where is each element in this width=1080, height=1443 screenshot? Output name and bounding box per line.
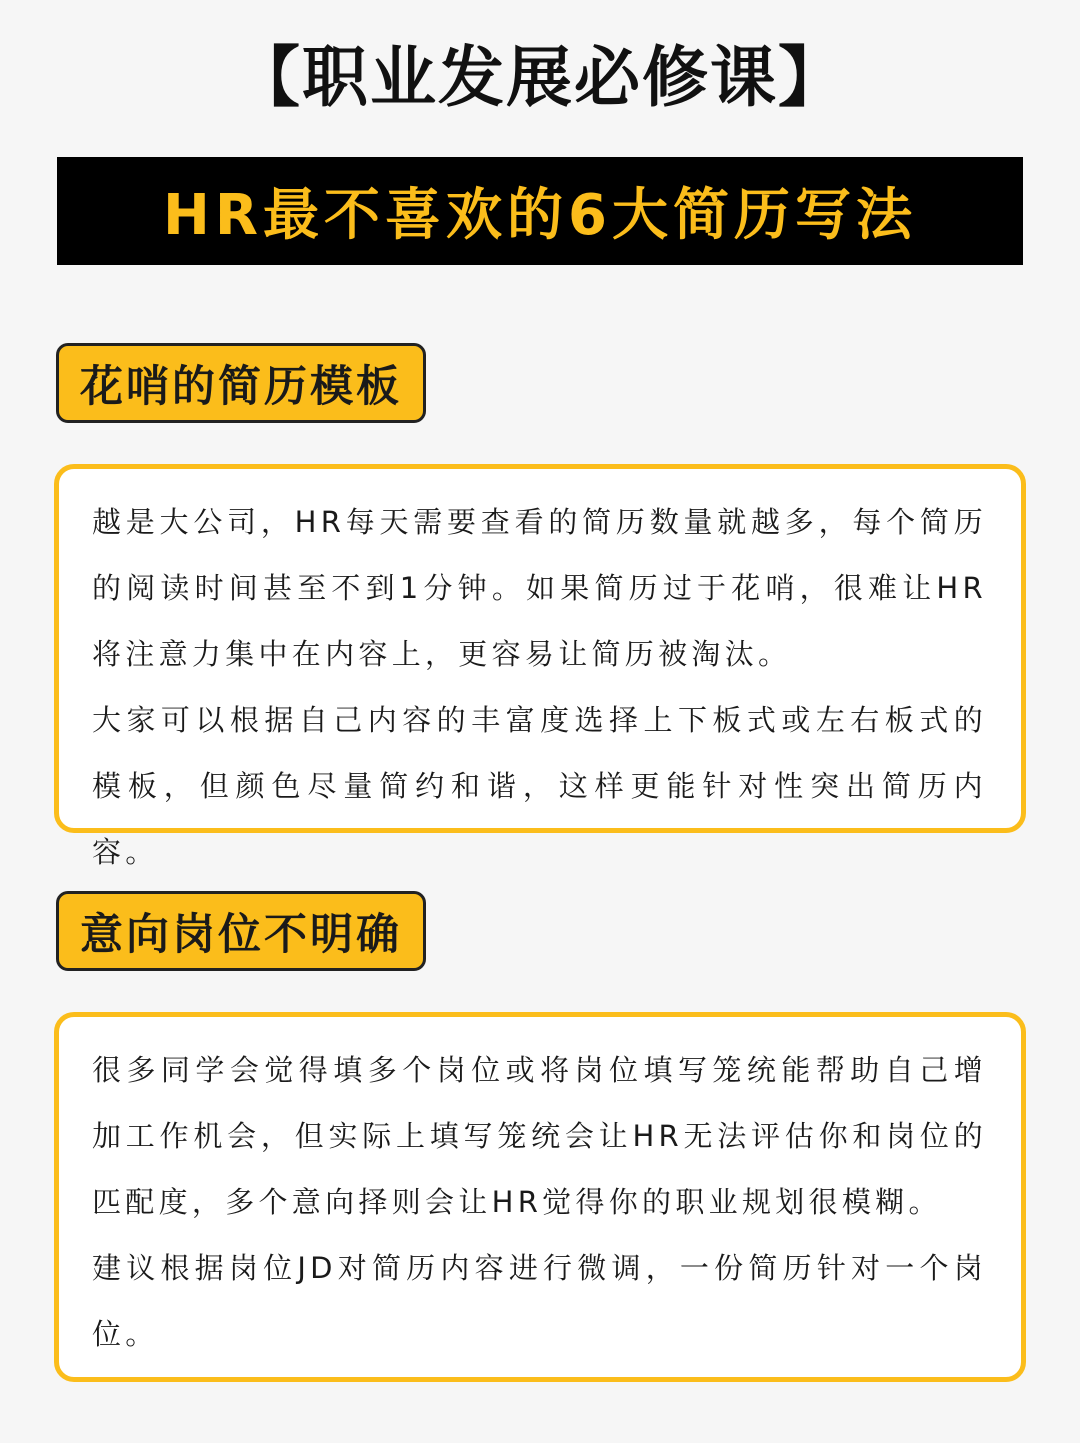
page-title: 【职业发展必修课】 (234, 39, 846, 116)
card-paragraph: 很多同学会觉得填多个岗位或将岗位填写笼统能帮助自己增加工作机会，但实际上填写笼统会让HR无法评估你和岗位的匹配度，多个意向择则会让HR觉得你的职业规划很模糊。 (92, 1053, 987, 1219)
content-card-unclear-position (54, 1012, 1026, 1382)
card-paragraph: 大家可以根据自己内容的丰富度选择上下板式或左右板式的模板，但颜色尽量简约和谐，这样更能针对性突出简历内容。 (92, 703, 987, 869)
card-paragraph: 建议根据岗位JD对简历内容进行微调，一份简历针对一个岗位。 (92, 1251, 987, 1351)
section-tag-label: 意向岗位不明确 (80, 909, 402, 960)
section-tag-unclear-position (56, 891, 426, 971)
card-paragraph: 越是大公司，HR每天需要查看的简历数量就越多，每个简历的阅读时间甚至不到1分钟。如果简历过于花哨，很难让HR将注意力集中在内容上，更容易让简历被淘汰。 (92, 505, 987, 671)
title-banner (57, 157, 1023, 265)
section-tag-label: 花哨的简历模板 (80, 361, 402, 412)
content-card-fancy-template (54, 464, 1026, 869)
section-tag-fancy-template (56, 343, 426, 423)
banner-text: HR最不喜欢的6大简历写法 (163, 183, 917, 248)
